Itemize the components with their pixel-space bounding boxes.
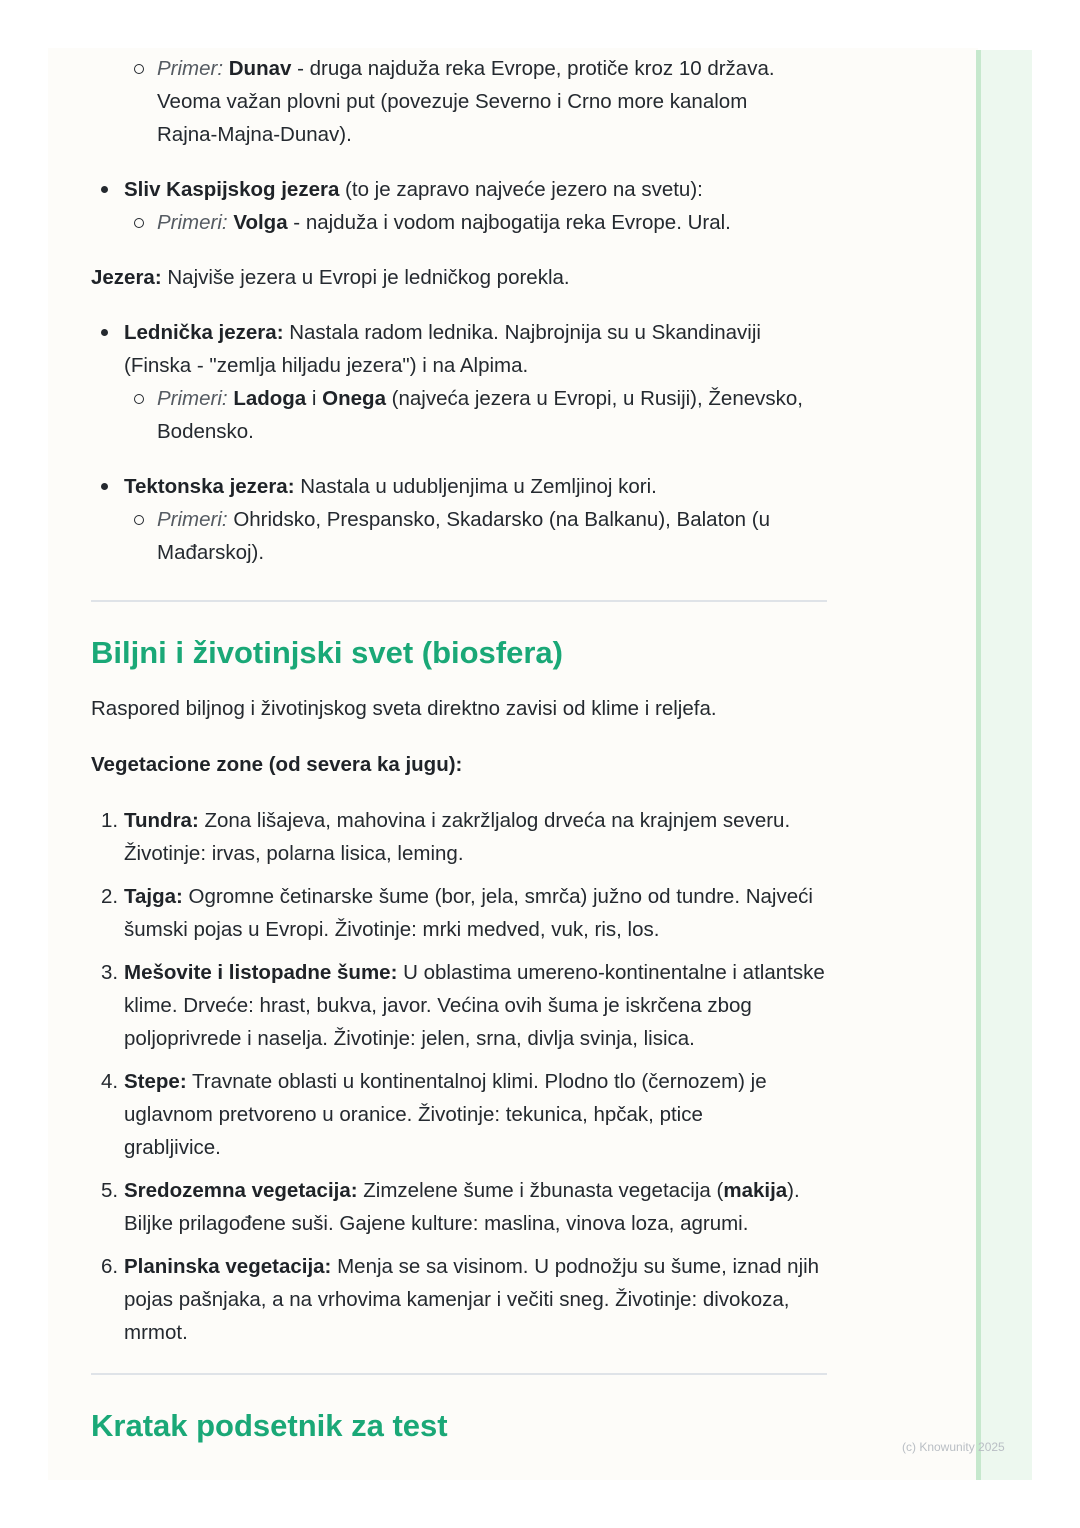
- kaspijsko-title: Sliv Kaspijskog jezera: [124, 178, 340, 201]
- biosfera-heading: Biljni i životinjski svet (biosfera): [91, 635, 563, 670]
- lednicka-title: Lednička jezera:: [124, 321, 284, 344]
- zone-title: Stepe:: [124, 1070, 187, 1093]
- list-item-volga: [91, 206, 831, 239]
- zone-text: Travnate oblasti u kontinentalnoj klimi. Plodno tlo (černozem) je uglavnom pretvoreno u oranice. Životinje: tekunica, hpčak, ptice grabljivice.: [124, 1070, 767, 1159]
- jezera-paragraph: [91, 261, 831, 294]
- list-item-zone: [91, 1065, 831, 1164]
- list-item-zone: [91, 956, 831, 1055]
- zone-number: 3.: [101, 961, 119, 984]
- lednicka-text: Nastala radom lednika. Najbrojnija su u Skandinaviji (Finska - "zemlja hiljadu jezera") i na Alpima.: [124, 321, 761, 377]
- list-item-lednicka: [91, 316, 831, 382]
- list-item-zone: [91, 880, 831, 946]
- zone-title: Mešovite i listopadne šume:: [124, 961, 398, 984]
- list-item-tektonska: [91, 470, 831, 503]
- list-item-zone: [91, 1250, 831, 1349]
- divider: [91, 600, 827, 602]
- kaspijsko-text: (to je zapravo najveće jezero na svetu):: [339, 178, 703, 201]
- zone-number: 1.: [101, 809, 119, 832]
- primer-label: Primer:: [157, 57, 229, 80]
- zones-title-text: Vegetacione zone (od severa ka jugu):: [91, 753, 463, 776]
- jezera-text: Najviše jezera u Evropi je ledničkog porekla.: [161, 266, 570, 289]
- tektonska-text: Nastala u udubljenjima u Zemljinoj kori.: [294, 475, 657, 498]
- list-item-lednicka-primeri: [91, 382, 831, 448]
- primeri-label: Primeri:: [157, 211, 234, 234]
- tektonska-sub-text: Ohridsko, Prespansko, Skadarsko (na Balkanu), Balaton (u Mađarskoj).: [157, 508, 771, 564]
- lake-onega: Onega: [322, 387, 386, 410]
- and-word: i: [306, 387, 323, 410]
- zone-number: 4.: [101, 1070, 119, 1093]
- zones-title: [91, 748, 831, 781]
- volga-text: - najduža i vodom najbogatija reka Evrope. Ural.: [287, 211, 731, 234]
- primeri-label: Primeri:: [157, 387, 234, 410]
- zone-text: Zimzelene šume i žbunasta vegetacija (: [357, 1179, 724, 1202]
- side-stripe: [976, 50, 1032, 1480]
- podsetnik-heading: Kratak podsetnik za test: [91, 1408, 448, 1443]
- zone-bold-term: makija: [723, 1179, 788, 1202]
- jezera-label: Jezera:: [91, 266, 162, 289]
- zone-title: Planinska vegetacija:: [124, 1255, 332, 1278]
- list-item-dunav: [91, 52, 831, 151]
- zone-text: Zona lišajeva, mahovina i zakržljalog drveća na krajnjem severu. Životinje: irvas, polarna lisica, leming.: [124, 809, 791, 865]
- watermark: (c) Knowunity 2025: [902, 1440, 1005, 1454]
- zone-text: Menja se sa visinom. U podnožju su šume, iznad njih pojas pašnjaka, a na vrhovima kamenjar i večiti sneg. Životinje: divokoza, mrmot.: [124, 1255, 820, 1344]
- tektonska-title: Tektonska jezera:: [124, 475, 295, 498]
- zones-list: [91, 804, 831, 1349]
- zone-text-continued: ). Biljke prilagođene suši. Gajene kulture: maslina, vinova loza, agrumi.: [124, 1179, 800, 1235]
- river-volga: Volga: [233, 211, 288, 234]
- lake-ladoga: Ladoga: [233, 387, 307, 410]
- document-content: [91, 52, 831, 1446]
- list-item-kaspijsko: [91, 173, 831, 206]
- dunav-text: - druga najduža reka Evrope, protiče kroz 10 država. Veoma važan plovni put (povezuje Severno i Crno more kanalom Rajna-Majna-Dunav).: [157, 57, 775, 146]
- zone-number: 6.: [101, 1255, 119, 1278]
- list-item-zone: [91, 1174, 831, 1240]
- biosfera-intro: Raspored biljnog i životinjskog sveta direktno zavisi od klime i reljefa.: [91, 697, 717, 720]
- primeri-label: Primeri:: [157, 508, 234, 531]
- zone-text: U oblastima umereno-kontinentalne i atlantske klime. Drveće: hrast, bukva, javor. Većina ovih šuma je iskrčena zbog poljoprivrede i naselja. Životinje: jelen, srna, divlja svinja, lisica.: [124, 961, 825, 1050]
- zone-title: Sredozemna vegetacija:: [124, 1179, 358, 1202]
- zone-number: 5.: [101, 1179, 119, 1202]
- zone-number: 2.: [101, 885, 119, 908]
- lednicka-sub-text: (najveća jezera u Evropi, u Rusiji), Ženevsko, Bodensko.: [157, 387, 803, 443]
- river-dunav: Dunav: [228, 57, 292, 80]
- list-item-zone: [91, 804, 831, 870]
- zone-text: Ogromne četinarske šume (bor, jela, smrča) južno od tundre. Najveći šumski pojas u Evropi. Životinje: mrki medved, vuk, ris, los.: [124, 885, 813, 941]
- zone-title: Tundra:: [124, 809, 199, 832]
- list-item-tektonska-primeri: [91, 503, 831, 569]
- zone-title: Tajga:: [124, 885, 183, 908]
- divider: [91, 1373, 827, 1375]
